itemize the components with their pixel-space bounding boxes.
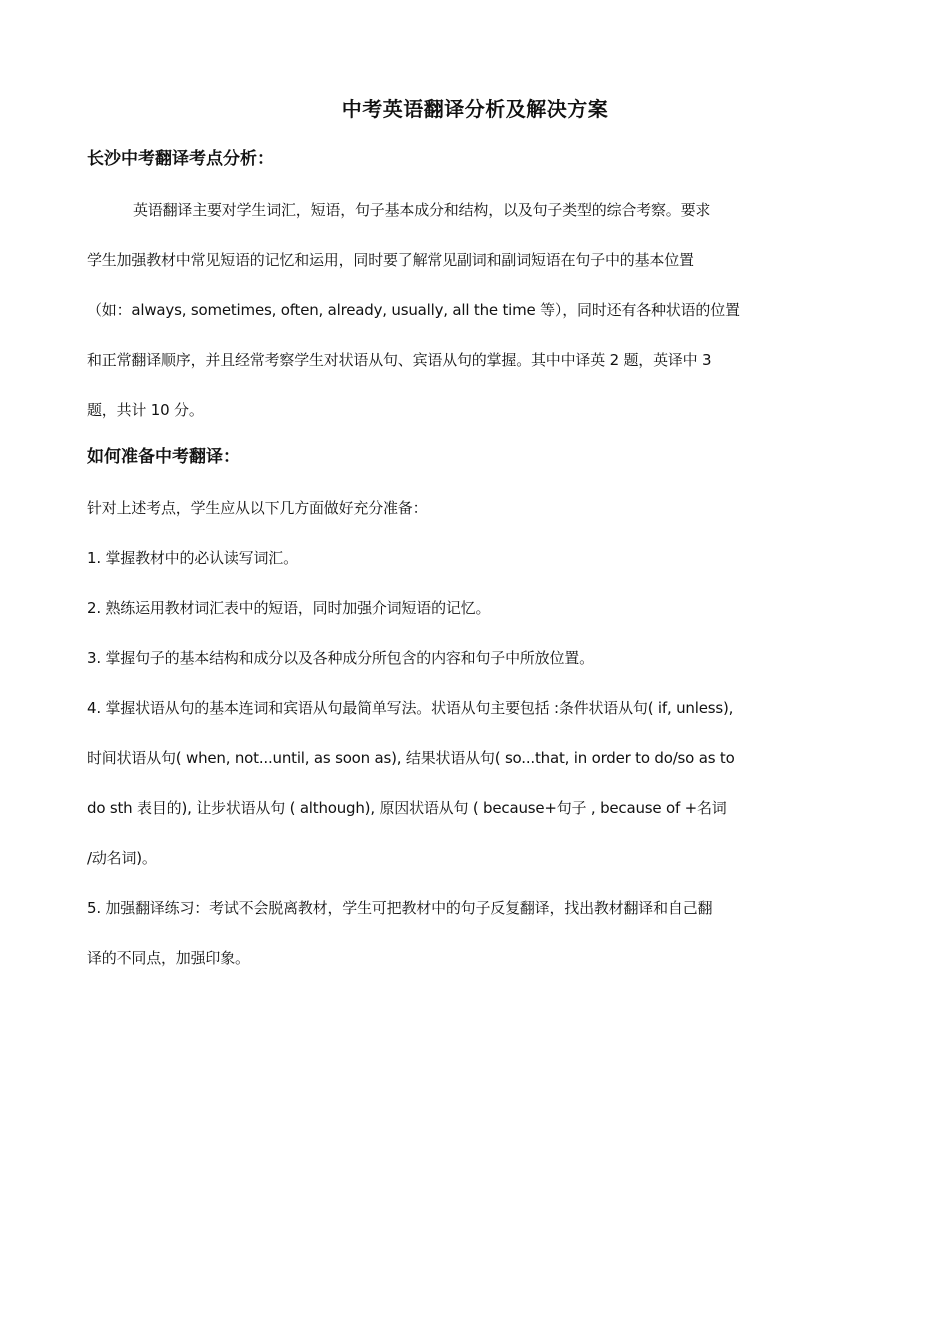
paragraph-line: 题，共计 10 分。 bbox=[87, 401, 204, 419]
paragraph-line: 和正常翻译顺序，并且经常考察学生对状语从句、宾语从句的掌握。其中中译英 2 题，英译中 3 bbox=[87, 351, 712, 369]
section-heading-exam-analysis: 长沙中考翻译考点分析： bbox=[87, 149, 274, 169]
list-item: 1. 掌握教材中的必认读写词汇。 bbox=[87, 549, 298, 567]
list-item-continued: /动名词)。 bbox=[87, 849, 157, 867]
list-item-continued: 时间状语从句( when, not...until, as soon as), 结果状语从句( so...that, in order to do/so as to bbox=[87, 749, 735, 767]
paragraph-line: 学生加强教材中常见短语的记忆和运用，同时要了解常见副词和副词短语在句子中的基本位置 bbox=[87, 251, 694, 269]
list-item: 2. 熟练运用教材词汇表中的短语，同时加强介词短语的记忆。 bbox=[87, 599, 491, 617]
list-item: 5. 加强翻译练习：考试不会脱离教材，学生可把教材中的句子反复翻译，找出教材翻译和自己翻 bbox=[87, 899, 713, 917]
list-item: 3. 掌握句子的基本结构和成分以及各种成分所包含的内容和句子中所放位置。 bbox=[87, 649, 594, 667]
paragraph-line: 英语翻译主要对学生词汇，短语，句子基本成分和结构，以及句子类型的综合考察。要求 bbox=[133, 201, 711, 219]
document-title: 中考英语翻译分析及解决方案 bbox=[341, 97, 609, 121]
list-item-continued: do sth 表目的), 让步状语从句 ( although), 原因状语从句 ( because+句子 , because of +名词 bbox=[87, 799, 727, 817]
list-item-continued: 译的不同点，加强印象。 bbox=[87, 949, 250, 967]
paragraph-line: （如：always, sometimes, often, already, usually, all the time 等），同时还有各种状语的位置 bbox=[87, 301, 740, 319]
list-item: 4. 掌握状语从句的基本连词和宾语从句最简单写法。状语从句主要包括 :条件状语从句( if, unless), bbox=[87, 699, 734, 717]
paragraph-intro: 针对上述考点，学生应从以下几方面做好充分准备： bbox=[87, 499, 428, 517]
section-heading-preparation: 如何准备中考翻译： bbox=[87, 447, 240, 467]
